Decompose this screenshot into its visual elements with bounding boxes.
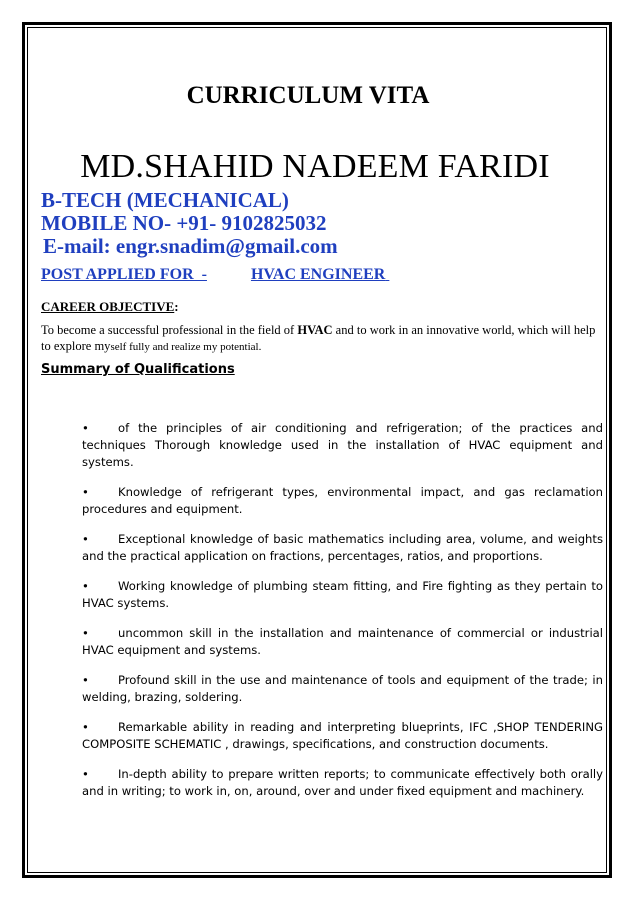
- bullet-icon: •: [82, 767, 89, 781]
- objective-part2: and to work in an innovative world, which will help to explore my: [41, 323, 596, 353]
- email-address: E-mail: engr.snadim@gmail.com: [43, 234, 338, 258]
- post-applied-value: HVAC ENGINEER: [250, 266, 386, 283]
- bullet-icon: •: [82, 720, 89, 734]
- person-name: MD.SHAHID NADEEM FARIDI: [80, 148, 550, 185]
- bullet-icon: •: [82, 673, 89, 687]
- qualification-text: In-depth ability to prepare written reports; to communicate effectively both orally and in writing; to work in, on, around, over and under fixed equipment and machinery.: [82, 767, 603, 798]
- qualification-text: Exceptional knowledge of basic mathematics including area, volume, and weights and the practical application on fractions, percentages, ratios, and proportions.: [82, 532, 603, 563]
- career-objective-heading: [41, 299, 179, 315]
- bullet-icon: •: [82, 532, 89, 546]
- career-objective-heading-colon: :: [174, 299, 179, 314]
- objective-small: self fully and realize my potential.: [110, 341, 262, 353]
- bullet-icon: •: [82, 626, 89, 640]
- qualification-text: Remarkable ability in reading and interpreting blueprints, IFC ,SHOP TENDERING COMPOSITE SCHEMATIC , drawings, specifications, and construction documents.: [82, 720, 603, 751]
- career-objective-heading-text: CAREER OBJECTIVE: [41, 299, 175, 314]
- qualification-text: Working knowledge of plumbing steam fitting, and Fire fighting as they pertain to HVAC systems.: [82, 579, 603, 610]
- document-title: CURRICULUM VITA: [186, 82, 430, 109]
- qualifications-list: [82, 420, 603, 813]
- qualification-item: [82, 484, 603, 518]
- career-objective-text: [41, 322, 601, 355]
- post-applied-label: POST APPLIED FOR -: [41, 266, 207, 283]
- objective-highlight: HVAC: [297, 323, 333, 337]
- qualification-item: [82, 420, 603, 471]
- qualification-item: [82, 531, 603, 565]
- qualification-item: [82, 578, 603, 612]
- objective-part1: To become a successful professional in the field of: [41, 323, 298, 337]
- qualification-text: Profound skill in the use and maintenance of tools and equipment of the trade; in welding, brazing, soldering.: [82, 673, 603, 704]
- summary-heading: Summary of Qualifications: [41, 362, 235, 377]
- bullet-icon: •: [82, 421, 89, 435]
- post-applied: [41, 266, 389, 284]
- qualification-item: [82, 625, 603, 659]
- bullet-icon: •: [82, 579, 89, 593]
- qualification-item: [82, 766, 603, 800]
- qualification-text: of the principles of air conditioning and refrigeration; of the practices and techniques Thorough knowledge used in the installation of HVAC equipment and systems.: [82, 421, 603, 469]
- qualification-text: Knowledge of refrigerant types, environmental impact, and gas reclamation procedures and equipment.: [82, 485, 603, 516]
- qualification-item: [82, 719, 603, 753]
- qualification-text: uncommon skill in the installation and maintenance of commercial or industrial HVAC equipment and systems.: [82, 626, 603, 657]
- mobile-number: MOBILE NO- +91- 9102825032: [41, 211, 327, 235]
- bullet-icon: •: [82, 485, 89, 499]
- qualification-item: [82, 672, 603, 706]
- degree: B-TECH (MECHANICAL): [41, 188, 289, 212]
